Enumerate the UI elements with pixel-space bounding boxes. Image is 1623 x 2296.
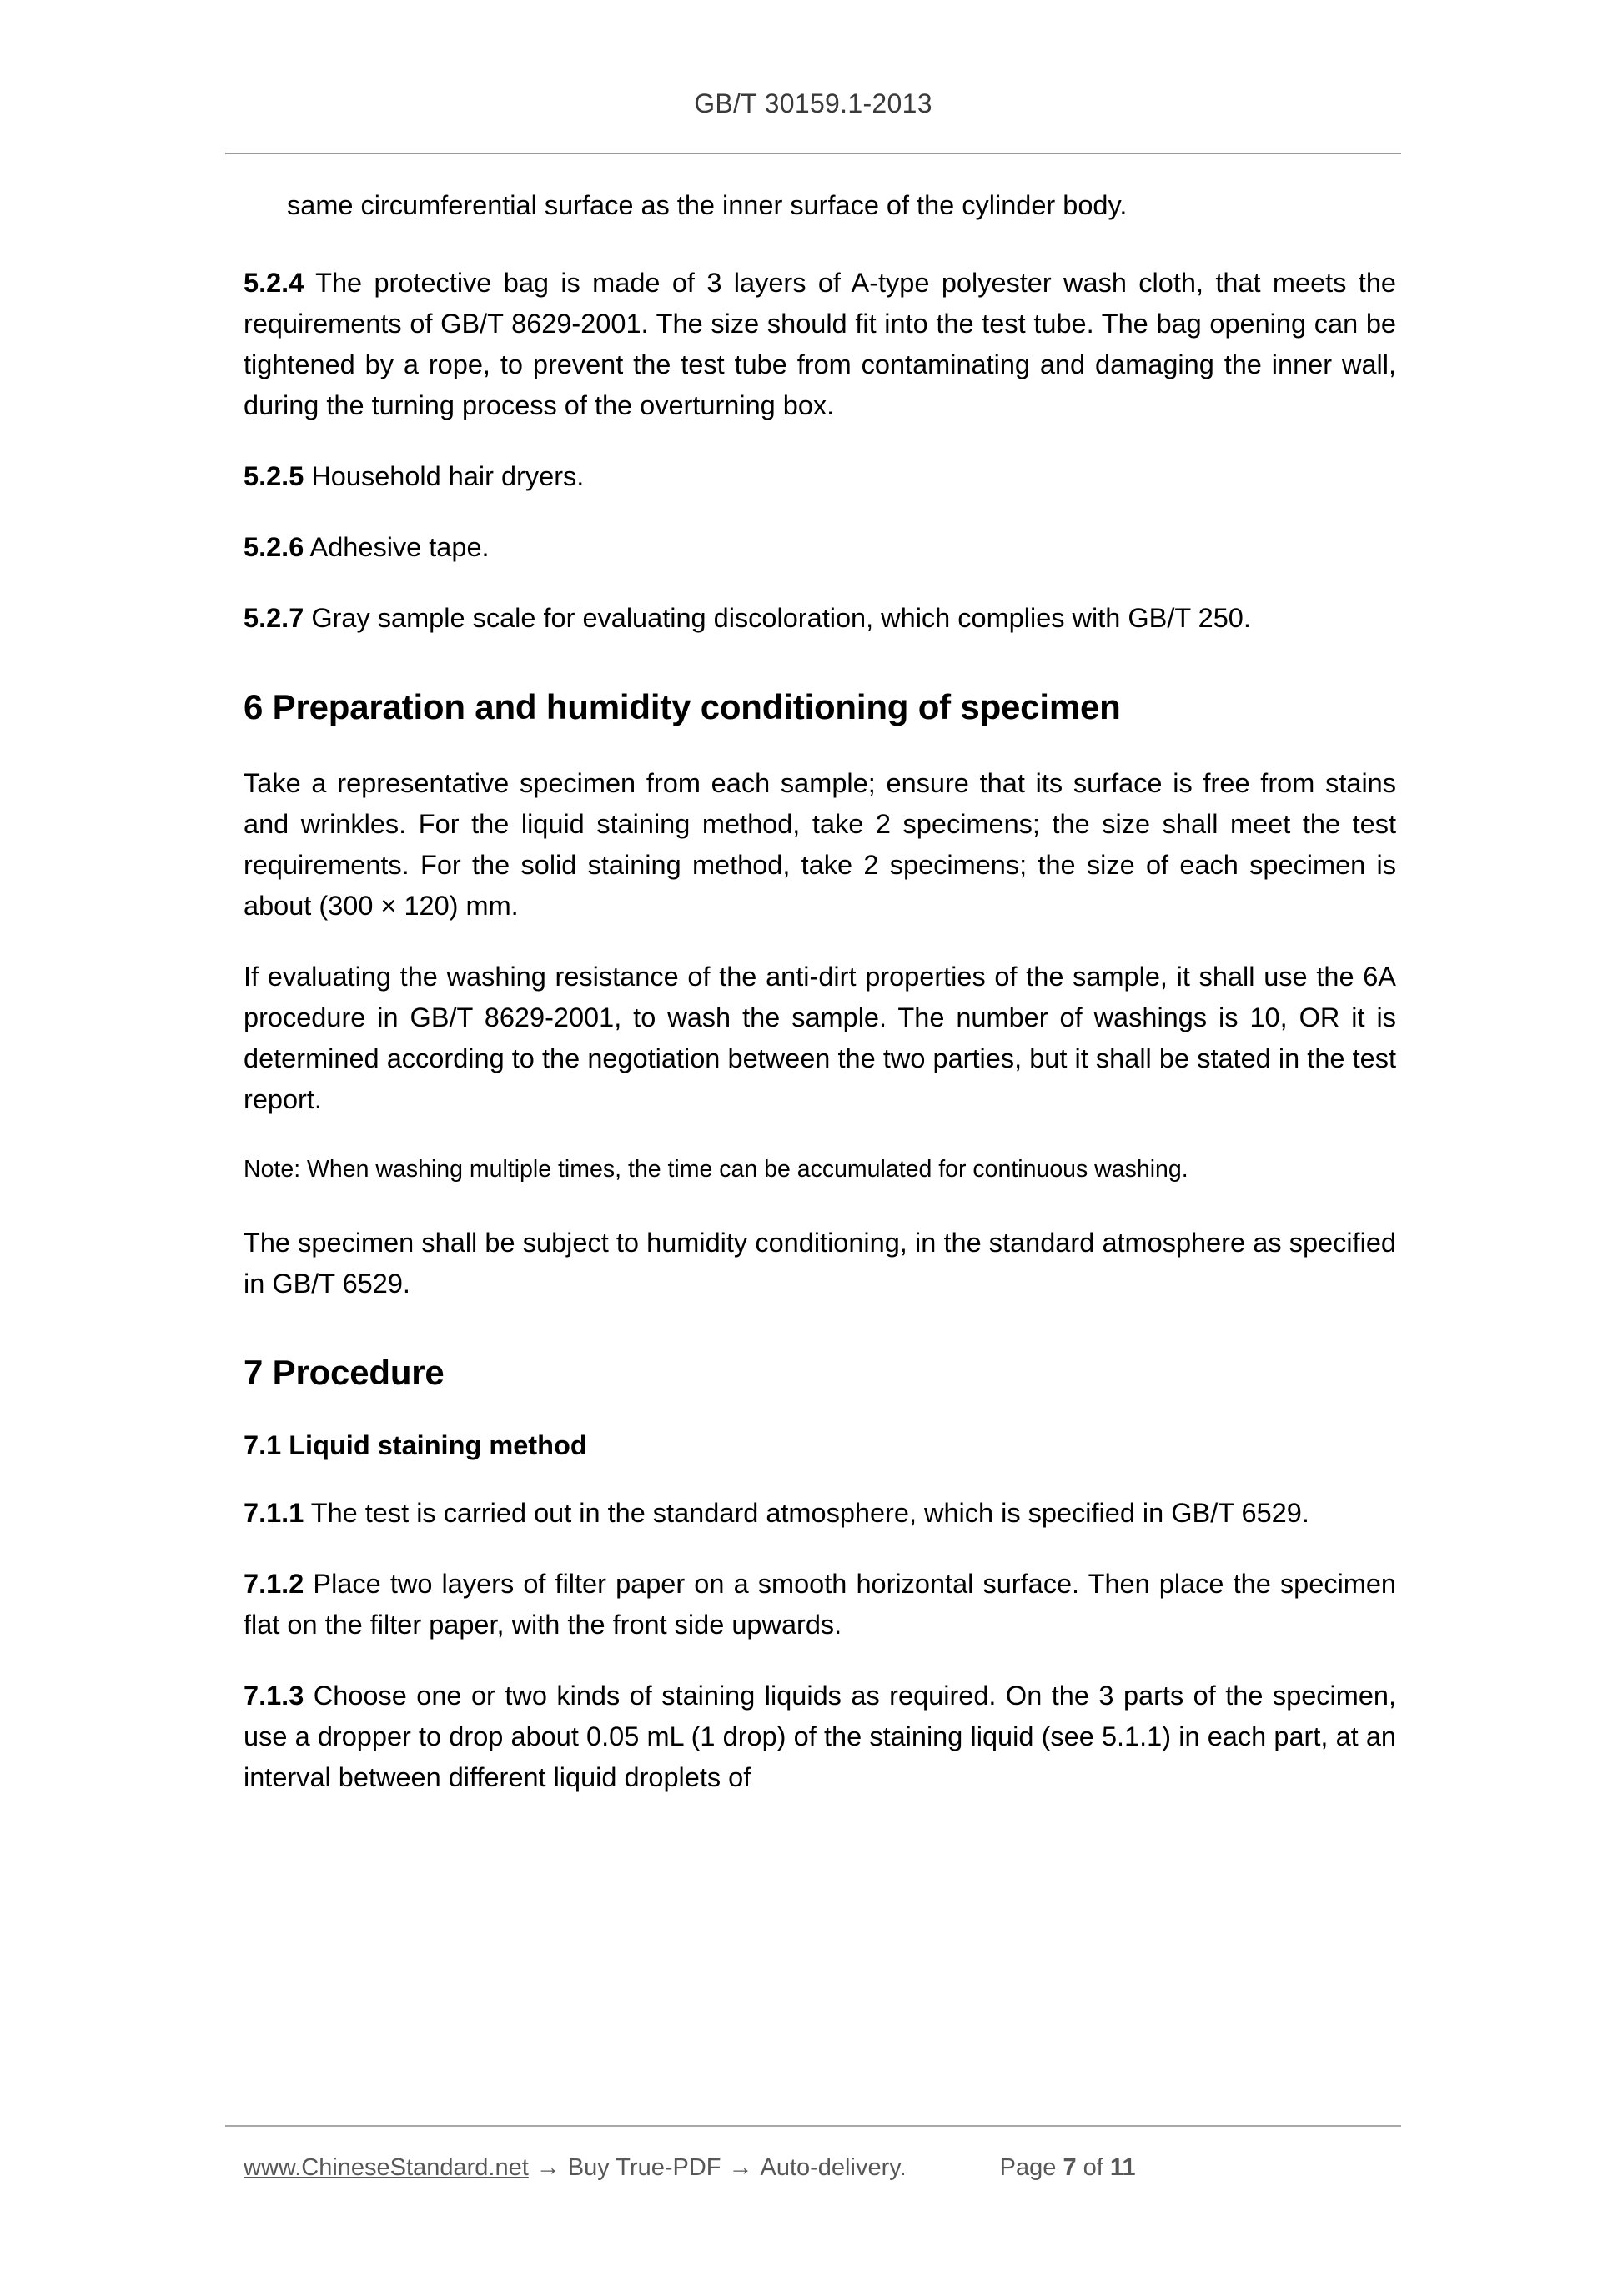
chinesestandard-link[interactable]: www.ChineseStandard.net [244, 2154, 529, 2181]
clause-number-7-1-2: 7.1.2 [244, 1569, 304, 1600]
header-divider [225, 153, 1401, 154]
section-6-paragraph-2: If evaluating the washing resistance of the anti-dirt properties of the sample, it shall use the 6A procedure in GB/T 8629-2001, to wash the sample. The number of washings is 10, OR it is determined according to the negotiation between the two parties, but it shall be stated in the test report. [244, 961, 1396, 1114]
footer-divider [225, 2125, 1401, 2127]
footer-promo [244, 2154, 907, 2182]
clause-text-7-1-2: Place two layers of filter paper on a smooth horizontal surface. Then place the specimen flat on the filter paper, with the front side upwards. [244, 1569, 1397, 1640]
clause-number-5-2-5: 5.2.5 [244, 461, 304, 491]
clause-5-2-4 [244, 263, 1396, 426]
clause-5-2-7 [244, 598, 1396, 639]
of-label: of [1083, 2154, 1103, 2181]
paragraph-continued-from-previous-page: same circumferential surface as the inner surface of the cylinder body. [287, 190, 1128, 220]
clause-5-2-5 [244, 456, 1396, 497]
buy-true-pdf-label: Buy True-PDF [567, 2154, 721, 2181]
current-page-number: 7 [1063, 2154, 1077, 2181]
clause-number-7-1-1: 7.1.1 [244, 1498, 304, 1529]
page-label: Page [999, 2154, 1057, 2181]
page-footer [244, 2154, 1403, 2182]
arrow-right-icon: → [535, 2154, 560, 2181]
clause-7-1-3 [244, 1676, 1396, 1798]
page-header [225, 88, 1401, 119]
section-6-paragraph-1: Take a representative specimen from each sample; ensure that its surface is free from stains and wrinkles. For the liquid staining method, take 2 specimens; the size shall meet the test requirements. For the solid staining method, take 2 specimens; the size of each specimen is about (300 × 120) mm. [244, 767, 1396, 921]
clause-text-7-1-3: Choose one or two kinds of staining liquids as required. On the 3 parts of the specimen, use a dropper to drop about 0.05 mL (1 drop) of the staining liquid (see 5.1.1) in each part, at an interval between different liquid droplets of [244, 1681, 1397, 1793]
auto-delivery-label: Auto-delivery. [760, 2154, 907, 2181]
clause-7-1-1 [244, 1493, 1396, 1534]
clause-7-1-2 [244, 1564, 1396, 1645]
clause-text-5-2-4: The protective bag is made of 3 layers of A-type polyester wash cloth, that meets the requirements of GB/T 8629-2001. The size should fit into the test tube. The bag opening can be tightened by a rope, to prevent the test tube from contaminating and damaging the inner wall, during the turning process of the overturning box. [244, 268, 1396, 420]
clause-text-7-1-1: The test is carried out in the standard atmosphere, which is specified in GB/T 6529. [310, 1498, 1309, 1529]
clause-5-2-6 [244, 527, 1396, 568]
standard-number-title: GB/T 30159.1-2013 [694, 88, 932, 118]
section-heading-6: 6 Preparation and humidity conditioning of specimen [244, 687, 1121, 726]
clause-number-5-2-4: 5.2.4 [244, 268, 304, 298]
page-indicator [1000, 2154, 1136, 2182]
clause-number-7-1-3: 7.1.3 [244, 1681, 304, 1711]
subsection-heading-7-1: 7.1 Liquid staining method [244, 1430, 587, 1460]
section-6-note: Note: When washing multiple times, the time can be accumulated for continuous washing. [244, 1155, 1188, 1183]
section-heading-7: 7 Procedure [244, 1352, 445, 1392]
document-content [244, 185, 1396, 1798]
clause-text-5-2-5: Household hair dryers. [311, 461, 585, 491]
arrow-right-icon-2: → [728, 2154, 753, 2181]
clause-text-5-2-7: Gray sample scale for evaluating discoloration, which complies with GB/T 250. [311, 603, 1251, 633]
section-6-paragraph-3: The specimen shall be subject to humidity conditioning, in the standard atmosphere as specified in GB/T 6529. [244, 1227, 1396, 1299]
clause-number-5-2-7: 5.2.7 [244, 603, 304, 633]
clause-text-5-2-6: Adhesive tape. [309, 532, 490, 562]
clause-number-5-2-6: 5.2.6 [244, 532, 304, 562]
total-page-count: 11 [1109, 2154, 1136, 2181]
